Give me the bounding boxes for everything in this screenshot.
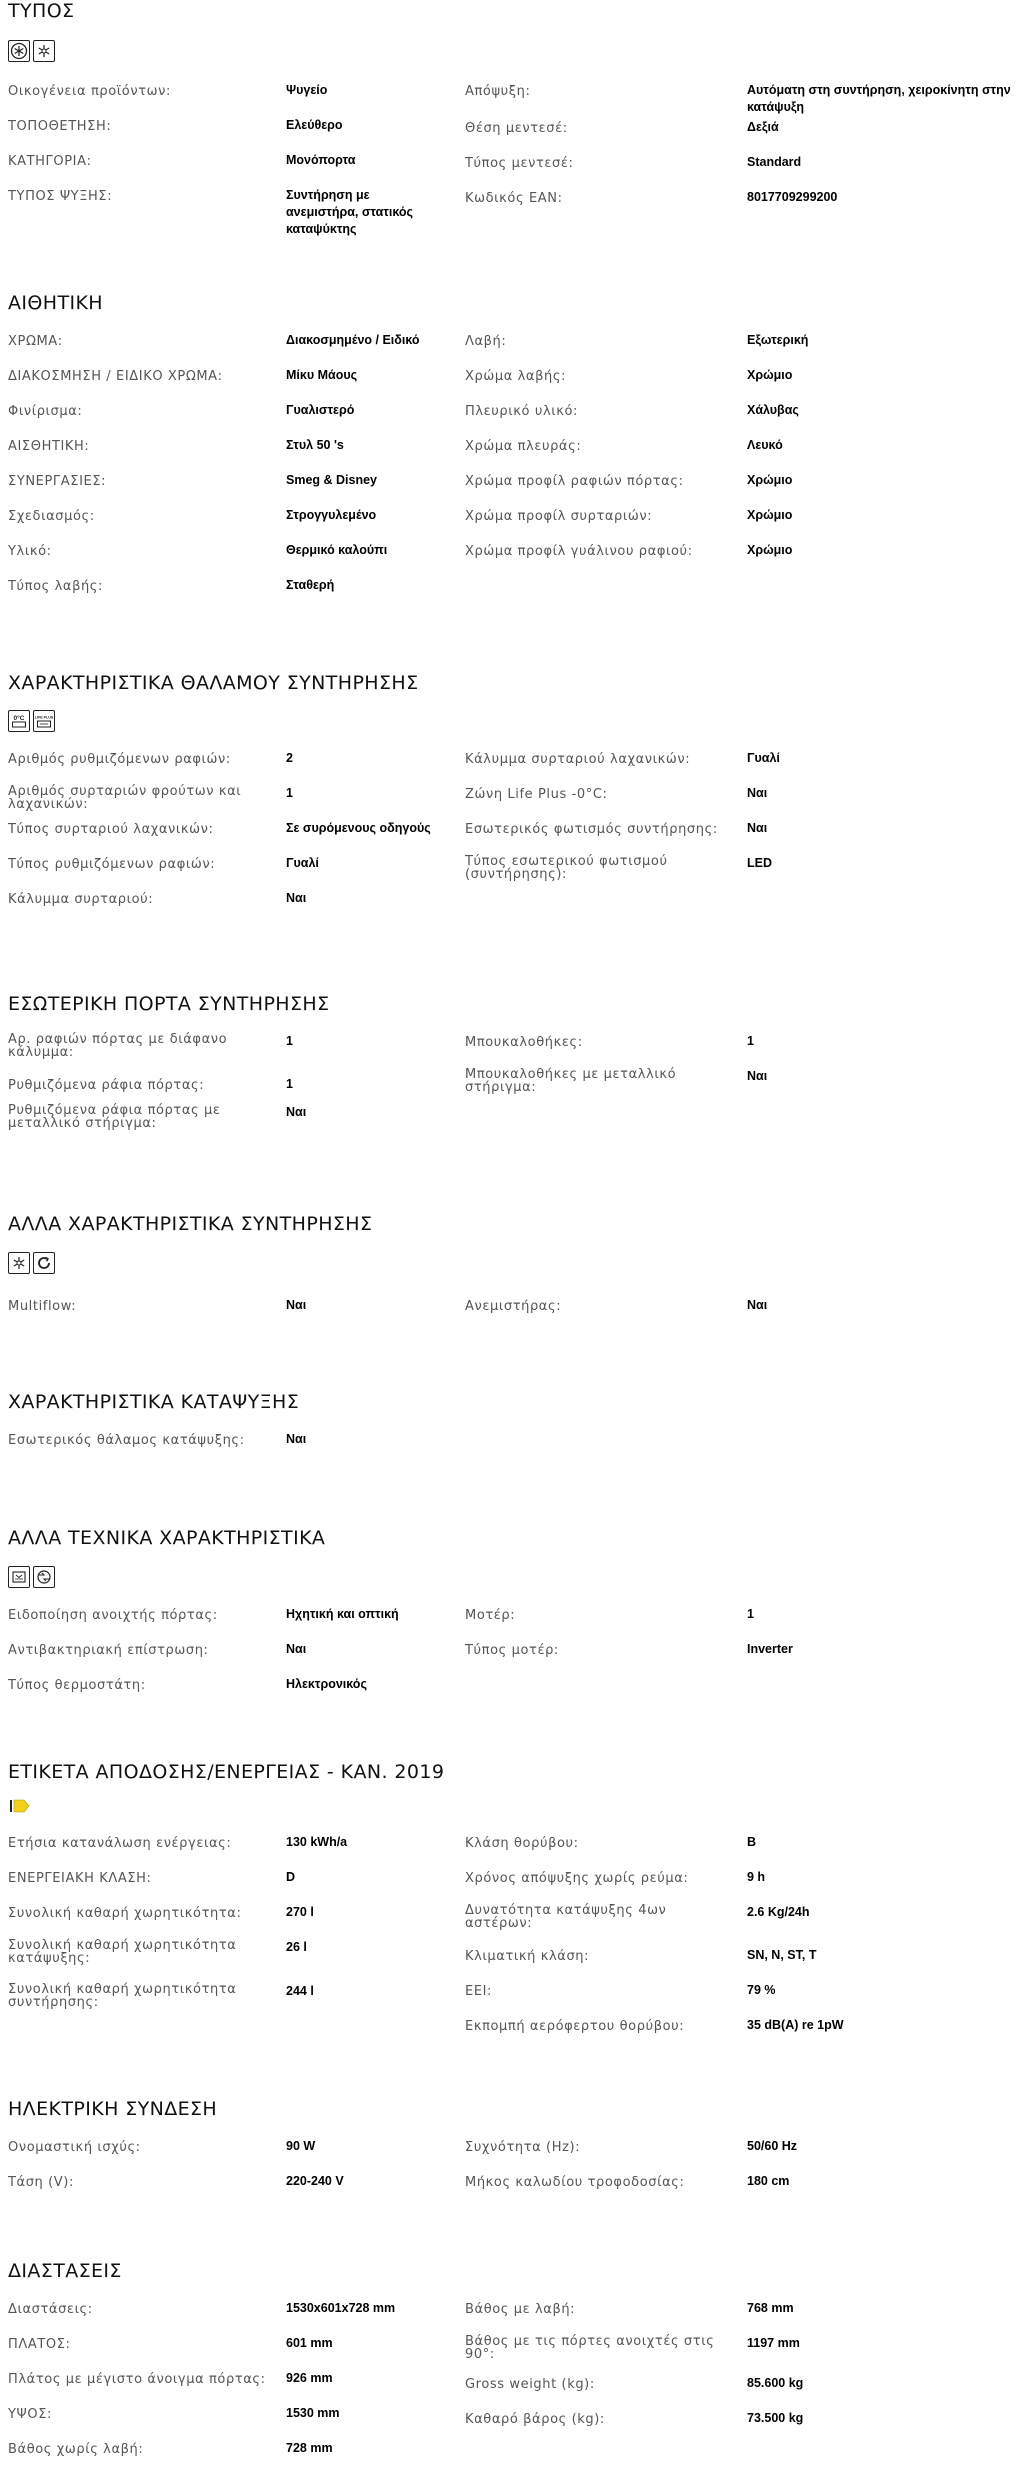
spec-row	[8, 2173, 448, 2208]
spec-row	[465, 1834, 1024, 1869]
spec-row	[8, 820, 448, 855]
zero-degree-text: 0°C	[13, 715, 25, 722]
spec-row	[465, 507, 1024, 542]
right-column	[465, 750, 1024, 890]
spec-value: Αυτόματη στη συντήρηση, χειροκίνητη στην κατάψυξη	[747, 83, 1011, 114]
spec-label: Μπουκαλοθήκες:	[465, 1035, 583, 1050]
spec-row	[8, 855, 448, 890]
spec-row	[8, 2300, 448, 2335]
spec-label: Τύπος συρταριού λαχανικών:	[8, 822, 214, 837]
spec-label: Εσωτερικός θάλαμος κατάψυξης:	[8, 1433, 245, 1448]
spec-value: Σε συρόμενους οδηγούς	[286, 821, 431, 835]
spec-label: Τύπος μεντεσέ:	[465, 156, 574, 171]
spec-row	[465, 1869, 1024, 1904]
spec-row	[8, 1076, 448, 1104]
spec-label: Αριθμός ρυθμιζόμενων ραφιών:	[8, 752, 231, 767]
spec-row	[465, 437, 1024, 472]
spec-label: Συνολική καθαρή χωρητικότητα συντήρησης:	[8, 1982, 237, 2010]
spec-row	[8, 2138, 448, 2173]
spec-row	[465, 2410, 1024, 2445]
spec-value: 728 mm	[286, 2441, 333, 2455]
spec-label: Κλιματική κλάση:	[465, 1949, 590, 1964]
spec-value: 50/60 Hz	[747, 2139, 798, 2153]
spec-label: Τύπος λαβής:	[8, 579, 104, 594]
spec-label: Ονομαστική ισχύς:	[8, 2140, 141, 2155]
spec-row	[465, 1904, 1024, 1947]
spec-label: Κάλυμμα συρταριού λαχανικών:	[465, 752, 691, 767]
spec-row	[8, 890, 448, 925]
spec-value: Ηλεκτρονικός	[286, 1677, 367, 1691]
spec-row	[465, 1068, 1024, 1103]
section-title: ΑΛΛΑ ΤΕΧΝΙΚΑ ΧΑΡΑΚΤΗΡΙΣΤΙΚΑ	[8, 1527, 326, 1549]
spec-row	[8, 750, 448, 785]
spec-value: 220-240 V	[286, 2174, 344, 2188]
spec-value: Δεξιά	[747, 120, 779, 134]
spec-row	[8, 577, 448, 612]
spec-label: Αρ. ραφιών πόρτας με διάφανο κάλυμμα:	[8, 1032, 228, 1060]
spec-row	[465, 1947, 1024, 1982]
spec-value: 2	[286, 751, 293, 765]
spec-label: Ανεμιστήρας:	[465, 1299, 562, 1314]
spec-value: 85.600 kg	[747, 2376, 804, 2390]
spec-row	[465, 367, 1024, 402]
spec-row	[8, 1939, 448, 1983]
icon-row	[8, 710, 55, 732]
spec-row	[8, 332, 448, 367]
spec-value: 270 l	[286, 1905, 314, 1919]
spec-label: Χρώμα προφίλ γυάλινου ραφιού:	[465, 544, 693, 559]
spec-value: 8017709299200	[747, 190, 838, 204]
spec-value: 90 W	[286, 2139, 316, 2153]
spec-row	[8, 2335, 448, 2370]
spec-value: Smeg & Disney	[286, 473, 378, 487]
spec-value: Μίκυ Μάους	[286, 368, 358, 382]
spec-row	[465, 542, 1024, 577]
spec-value: Standard	[747, 155, 802, 169]
spec-row	[8, 1676, 448, 1711]
spec-label: Χρόνος απόψυξης χωρίς ρεύμα:	[465, 1871, 689, 1886]
spec-row	[8, 1297, 448, 1332]
spec-value: 926 mm	[286, 2371, 333, 2385]
spec-label: ΚΑΤΗΓΟΡΙΑ:	[8, 154, 92, 169]
spec-row	[465, 82, 1024, 119]
spec-value: Χρώμιο	[747, 543, 793, 557]
spec-value: Ηχητική και οπτική	[286, 1607, 399, 1621]
spec-label: Οικογένεια προϊόντων:	[8, 84, 171, 99]
spec-label: Μπουκαλοθήκες με μεταλλικό στήριγμα:	[465, 1067, 677, 1095]
spec-label: Τύπος θερμοστάτη:	[8, 1678, 146, 1693]
right-column	[465, 1297, 1024, 1332]
section-title: ΤΥΠΟΣ	[8, 0, 75, 22]
spec-label: Ρυθμιζόμενα ράφια πόρτας με μεταλλικό στήριγμα:	[8, 1103, 221, 1131]
spec-value: Διακοσμημένο / Ειδικό	[286, 333, 420, 347]
spec-label: Τάση (V):	[8, 2175, 74, 2190]
spec-row	[465, 2138, 1024, 2173]
spec-row	[8, 785, 448, 820]
spec-row	[465, 1297, 1024, 1332]
crisper-drawer-icon	[33, 710, 55, 732]
freezer-snowflake-icon	[8, 40, 30, 62]
spec-label: Τύπος μοτέρ:	[465, 1643, 559, 1658]
spec-label: ΠΛΑΤΟΣ:	[8, 2337, 71, 2352]
spec-row	[465, 855, 1024, 890]
spec-value: Inverter	[747, 1642, 793, 1656]
spec-label: Καθαρό βάρος (kg):	[465, 2412, 605, 2427]
spec-value: 180 cm	[747, 2174, 790, 2188]
multiflow-icon	[33, 1252, 55, 1274]
spec-value: Ναι	[286, 1642, 307, 1656]
spec-label: Βάθος με τις πόρτες ανοιχτές στις 90°:	[465, 2334, 715, 2362]
spec-row	[465, 2335, 1024, 2375]
section-title: ΑΛΛΑ ΧΑΡΑΚΤΗΡΙΣΤΙΚΑ ΣΥΝΤΗΡΗΣΗΣ	[8, 1213, 373, 1235]
right-column	[465, 82, 1024, 224]
spec-value: 1197 mm	[747, 2336, 800, 2350]
spec-row	[8, 1983, 448, 2018]
spec-value: Ναι	[286, 1298, 307, 1312]
spec-label: Διαστάσεις:	[8, 2302, 93, 2317]
spec-value: Στυλ 50 's	[286, 438, 344, 452]
fan-snowflake-icon	[8, 1252, 30, 1274]
spec-label: ΔΙΑΚΟΣΜΗΣΗ / ΕΙΔΙΚΟ ΧΡΩΜΑ:	[8, 369, 223, 384]
spec-label: EEI:	[465, 1984, 493, 1999]
spec-value: 73.500 kg	[747, 2411, 804, 2425]
spec-value: 601 mm	[286, 2336, 333, 2350]
spec-row	[8, 437, 448, 472]
spec-label: Τύπος ρυθμιζόμενων ραφιών:	[8, 857, 216, 872]
spec-row	[8, 82, 448, 117]
spec-label: Θέση μεντεσέ:	[465, 121, 568, 136]
spec-label: Ζώνη Life Plus -0°C:	[465, 787, 608, 802]
zero-degree-drawer-icon	[8, 710, 30, 732]
spec-value: Γυαλί	[747, 751, 780, 765]
spec-label: Συνολική καθαρή χωρητικότητα:	[8, 1906, 242, 1921]
spec-value: Θερμικό καλούπι	[286, 543, 388, 557]
right-column	[465, 1834, 1024, 2052]
spec-row	[8, 507, 448, 542]
spec-row	[8, 2370, 448, 2405]
spec-value: Ναι	[286, 1432, 307, 1446]
spec-label: Κλάση θορύβου:	[465, 1836, 579, 1851]
spec-row	[465, 119, 1024, 154]
spec-label: Τύπος εσωτερικού φωτισμού (συντήρησης):	[465, 854, 668, 882]
spec-value: Σταθερή	[286, 578, 335, 592]
spec-label: Αριθμός συρταριών φρούτων και λαχανικών:	[8, 784, 242, 812]
spec-label: Ρυθμιζόμενα ράφια πόρτας:	[8, 1078, 205, 1093]
spec-value: 768 mm	[747, 2301, 794, 2315]
spec-value: 35 dB(A) re 1pW	[747, 2018, 844, 2032]
spec-value: 1530x601x728 mm	[286, 2301, 396, 2315]
spec-value: Γυαλιστερό	[286, 403, 355, 417]
spec-row	[8, 187, 448, 236]
spec-value: 26 l	[286, 1940, 307, 1954]
spec-row	[8, 472, 448, 507]
spec-label: Συχνότητα (Hz):	[465, 2140, 581, 2155]
spec-row	[465, 402, 1024, 437]
spec-label: Ειδοποίηση ανοιχτής πόρτας:	[8, 1608, 218, 1623]
spec-label: Εκπομπή αερόφερτου θορύβου:	[465, 2019, 685, 2034]
spec-value: Γυαλί	[286, 856, 319, 870]
left-column	[8, 1834, 448, 2018]
spec-label: Βάθος με λαβή:	[465, 2302, 576, 2317]
spec-value: Ψυγείο	[286, 83, 328, 97]
spec-value: Χρώμιο	[747, 473, 793, 487]
spec-row	[8, 1869, 448, 1904]
spec-row	[465, 154, 1024, 189]
right-column	[465, 1033, 1024, 1103]
spec-row	[8, 1834, 448, 1869]
spec-label: Συνολική καθαρή χωρητικότητα κατάψυξης:	[8, 1938, 237, 1966]
spec-value: 130 kWh/a	[286, 1835, 348, 1849]
spec-row	[8, 1033, 448, 1076]
spec-label: Μοτέρ:	[465, 1608, 516, 1623]
spec-label: Χρώμα προφίλ συρταριών:	[465, 509, 653, 524]
spec-row	[465, 2375, 1024, 2410]
spec-row	[465, 332, 1024, 367]
spec-row	[465, 1982, 1024, 2017]
spec-value: Ναι	[747, 1298, 768, 1312]
spec-value: Χρώμιο	[747, 508, 793, 522]
section-title: ΗΛΕΚΤΡΙΚΗ ΣΥΝΔΕΣΗ	[8, 2098, 218, 2120]
right-column	[465, 2138, 1024, 2208]
spec-value: Εξωτερική	[747, 333, 809, 347]
spec-label: Χρώμα προφίλ ραφιών πόρτας:	[465, 474, 684, 489]
spec-label: ΤΟΠΟΘΕΤΗΣΗ:	[8, 119, 112, 134]
spec-value: Ναι	[747, 786, 768, 800]
spec-value: 1	[286, 1034, 293, 1048]
spec-label: Gross weight (kg):	[465, 2377, 595, 2392]
spec-label: Βάθος χωρίς λαβή:	[8, 2442, 144, 2457]
spec-row	[8, 152, 448, 187]
spec-label: Χρώμα πλευράς:	[465, 439, 582, 454]
spec-label: ΧΡΩΜΑ:	[8, 334, 63, 349]
fan-snowflake-icon	[33, 40, 55, 62]
spec-label: Φινίρισμα:	[8, 404, 83, 419]
section-title: ΔΙΑΣΤΑΣΕΙΣ	[8, 2260, 122, 2282]
spec-label: Σχεδιασμός:	[8, 509, 95, 524]
spec-label: Πλάτος με μέγιστο άνοιγμα πόρτας:	[8, 2372, 266, 2387]
spec-row	[8, 542, 448, 577]
section-title: ΧΑΡΑΚΤΗΡΙΣΤΙΚΑ ΚΑΤΑΨΥΞΗΣ	[8, 1391, 300, 1413]
right-column	[465, 2300, 1024, 2445]
section-title: ΕΤΙΚΕΤΑ ΑΠΟΔΟΣΗΣ/ΕΝΕΡΓΕΙΑΣ - ΚΑΝ. 2019	[8, 1761, 445, 1783]
spec-value: 1	[747, 1034, 754, 1048]
left-column	[8, 1033, 448, 1139]
spec-label: Απόψυξη:	[465, 84, 531, 99]
spec-row	[465, 189, 1024, 224]
spec-row	[8, 1104, 448, 1139]
energy-class-d-icon	[8, 1799, 32, 1813]
spec-label: Κωδικός EAN:	[465, 191, 563, 206]
door-alarm-icon	[8, 1566, 30, 1588]
spec-value: Χάλυβας	[747, 403, 799, 417]
spec-value: D	[286, 1870, 296, 1884]
spec-value: Συντήρηση με ανεμιστήρα, στατικός καταψύκτης	[286, 188, 414, 236]
spec-row	[8, 2405, 448, 2440]
spec-value: Ελεύθερο	[286, 118, 343, 132]
section-title: ΑΙΘΗΤΙΚΗ	[8, 292, 103, 314]
icon-row	[8, 1799, 32, 1813]
left-column	[8, 82, 448, 236]
left-column	[8, 2138, 448, 2208]
spec-value: 79 %	[747, 1983, 776, 1997]
left-column	[8, 1606, 448, 1711]
spec-row	[8, 1431, 448, 1466]
spec-row	[465, 472, 1024, 507]
spec-row	[8, 1904, 448, 1939]
spec-row	[8, 1606, 448, 1641]
icon-row	[8, 40, 55, 62]
spec-row	[465, 785, 1024, 820]
spec-value: 1	[286, 786, 293, 800]
spec-label: Χρώμα λαβής:	[465, 369, 567, 384]
spec-value: Στρογγυλεμένο	[286, 508, 377, 522]
inverter-motor-icon	[33, 1566, 55, 1588]
spec-value: Ναι	[747, 821, 768, 835]
spec-value: 1	[286, 1077, 293, 1091]
spec-label: ΑΙΣΘΗΤΙΚΗ:	[8, 439, 90, 454]
spec-label: Αντιβακτηριακή επίστρωση:	[8, 1643, 209, 1658]
spec-label: ΣΥΝΕΡΓΑΣΙΕΣ:	[8, 474, 107, 489]
spec-value: SN, N, ST, T	[747, 1948, 817, 1962]
life-plus-text: LIFE PLUS	[35, 715, 53, 720]
spec-row	[465, 820, 1024, 855]
spec-value: Ναι	[747, 1069, 768, 1083]
left-column	[8, 750, 448, 925]
icon-row	[8, 1252, 55, 1274]
spec-value: Ναι	[286, 891, 307, 905]
icon-row	[8, 1566, 55, 1588]
spec-row	[465, 1641, 1024, 1676]
spec-value: Λευκό	[747, 438, 783, 452]
spec-value: 9 h	[747, 1870, 766, 1884]
spec-label: ΤΥΠΟΣ ΨΥΞΗΣ:	[8, 189, 113, 204]
spec-row	[465, 750, 1024, 785]
spec-label: Μήκος καλωδίου τροφοδοσίας:	[465, 2175, 685, 2190]
spec-row	[465, 2017, 1024, 2052]
left-column	[8, 1431, 448, 1466]
left-column	[8, 332, 448, 612]
spec-label: Πλευρικό υλικό:	[465, 404, 579, 419]
spec-label: Εσωτερικός φωτισμός συντήρησης:	[465, 822, 718, 837]
spec-label: Κάλυμμα συρταριού:	[8, 892, 154, 907]
spec-value: 2.6 Kg/24h	[747, 1905, 810, 1919]
left-column	[8, 1297, 448, 1332]
spec-row	[465, 2300, 1024, 2335]
spec-value: Χρώμιο	[747, 368, 793, 382]
spec-row	[8, 1641, 448, 1676]
spec-value: Μονόπορτα	[286, 153, 356, 167]
right-column	[465, 1606, 1024, 1676]
spec-value: Ναι	[286, 1105, 307, 1119]
spec-value: LED	[747, 856, 772, 870]
section-title: ΧΑΡΑΚΤΗΡΙΣΤΙΚΑ ΘΑΛΑΜΟΥ ΣΥΝΤΗΡΗΣΗΣ	[8, 672, 419, 694]
spec-row	[8, 402, 448, 437]
spec-label: Ετήσια κατανάλωση ενέργειας:	[8, 1836, 232, 1851]
spec-row	[8, 117, 448, 152]
spec-row	[465, 2173, 1024, 2208]
spec-label: ΥΨΟΣ:	[8, 2407, 52, 2422]
spec-row	[465, 1606, 1024, 1641]
spec-value: 1	[747, 1607, 754, 1621]
spec-label: Λαβή:	[465, 334, 507, 349]
left-column	[8, 2300, 448, 2475]
spec-row	[465, 1033, 1024, 1068]
spec-label: ΕΝΕΡΓΕΙΑΚΗ ΚΛΑΣΗ:	[8, 1871, 152, 1886]
right-column	[465, 332, 1024, 577]
spec-row	[8, 367, 448, 402]
spec-label: Δυνατότητα κατάψυξης 4ων αστέρων:	[465, 1903, 667, 1931]
spec-value: 244 l	[286, 1984, 314, 1998]
spec-label: Multiflow:	[8, 1299, 77, 1314]
spec-label: Υλικό:	[8, 544, 52, 559]
spec-value: B	[747, 1835, 757, 1849]
section-title: ΕΣΩΤΕΡΙΚΗ ΠΟΡΤΑ ΣΥΝΤΗΡΗΣΗΣ	[8, 993, 330, 1015]
spec-value: 1530 mm	[286, 2406, 340, 2420]
